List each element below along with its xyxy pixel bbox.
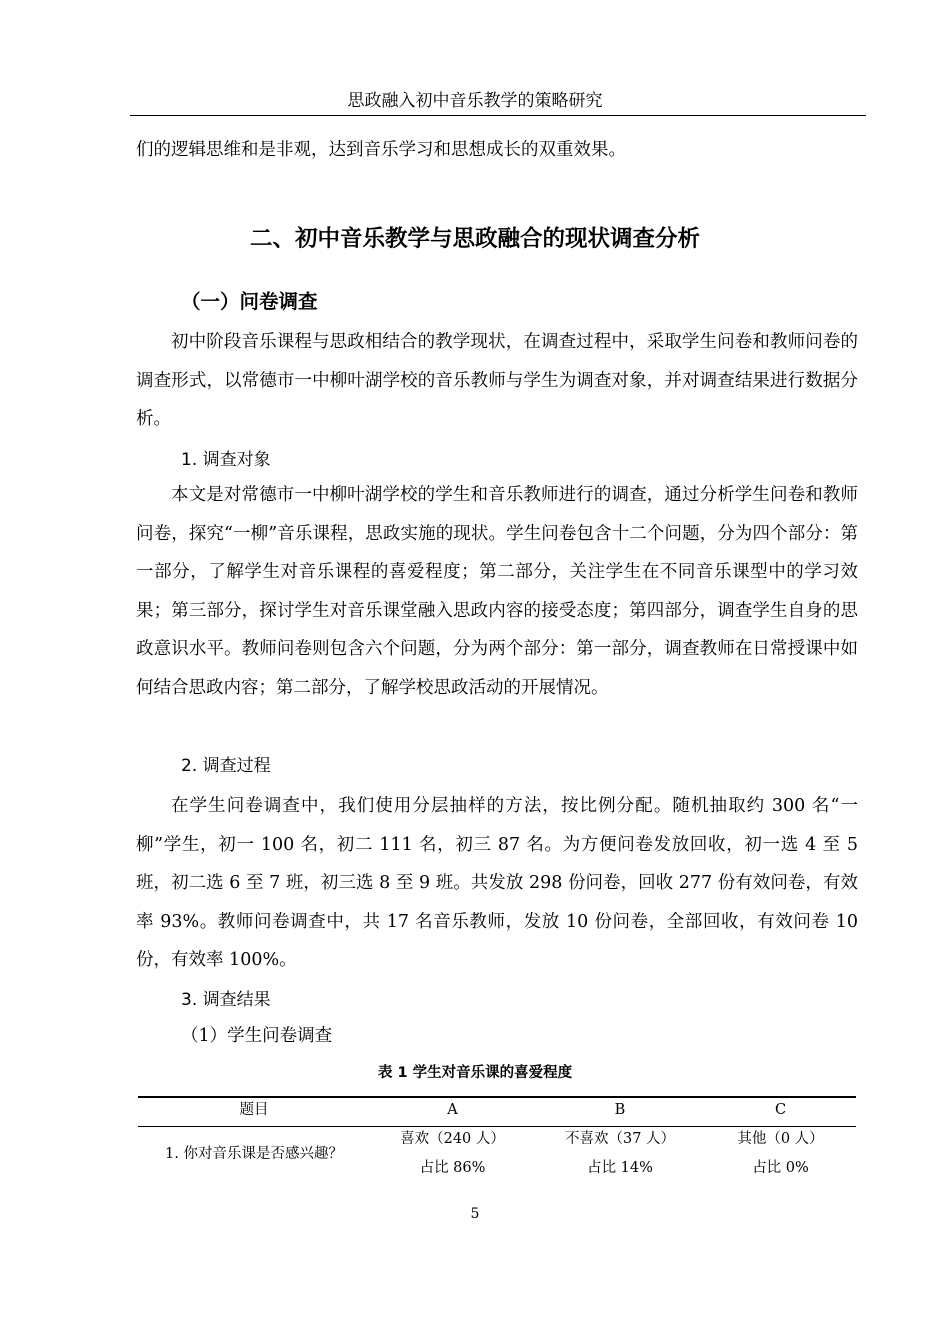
- subsection-title-subjects: 1. 调查对象: [181, 450, 271, 470]
- table-header-b: B: [614, 1102, 626, 1118]
- header-divider: [130, 115, 866, 116]
- intro-paragraph: 初中阶段音乐课程与思政相结合的教学现状，在调查过程中，采取学生问卷和教师问卷的调查形式，以常德市一中柳叶湖学校的音乐教师与学生为调查对象，并对调查结果进行数据分析。: [136, 332, 858, 429]
- table-cell-c-ratio: 占比 0%: [752, 1160, 809, 1176]
- page-number: 5: [470, 1206, 480, 1222]
- student-survey-title: （1）学生问卷调查: [181, 1026, 333, 1046]
- table-cell-b-ratio: 占比 14%: [587, 1160, 653, 1176]
- table-top-rule: [138, 1096, 856, 1098]
- running-header-title: 思政融入初中音乐教学的策略研究: [347, 91, 603, 111]
- subjects-paragraph: 本文是对常德市一中柳叶湖学校的学生和音乐教师进行的调查，通过分析学生问卷和教师问卷，探究“一柳”音乐课程，思政实施的现状。学生问卷包含十二个问题，分为四个部分：第一部分，了解学生对音乐课程的喜爱程度；第二部分，关注学生在不同音乐课型中的学习效果；第三部分，探讨学生对音乐课堂融入思政内容的接受态度；第四部分，调查学生自身的思政意识水平。教师问卷则包含六个问题，分为两个部分：第一部分，调查教师在日常授课中如何结合思政内容；第二部分，了解学校思政活动的开展情况。: [136, 485, 858, 698]
- table-header-question: 题目: [239, 1102, 269, 1118]
- section-title: （一）问卷调查: [181, 290, 318, 313]
- chapter-title: 二、初中音乐教学与思政融合的现状调查分析: [249, 226, 700, 252]
- table-cell-a-ratio: 占比 86%: [419, 1160, 486, 1176]
- subsection-title-results: 3. 调查结果: [181, 990, 271, 1010]
- process-paragraph: 在学生问卷调查中，我们使用分层抽样的方法，按比例分配。随机抽取约 300 名“一柳”学生，初一 100 名，初二 111 名，初三 87 名。为方便问卷发放回收，初一选 4 至 5 班，初二选 6 至 7 班，初三选 8 至 9 班。共发放 298 份问卷，回收 277 份有效问卷，有效率 93%。教师问卷调查中，共 17 名音乐教师，发放 10 份问卷，全部回收，有效问卷 10 份，有效率 100%。: [136, 796, 858, 970]
- continuation-paragraph: 们的逻辑思维和是非观，达到音乐学习和思想成长的双重效果。: [136, 140, 626, 160]
- table-cell-b-option: 不喜欢（37 人）: [564, 1131, 676, 1147]
- table-cell-c-option: 其他（0 人）: [737, 1131, 824, 1147]
- table-header-c: C: [774, 1102, 787, 1118]
- table-header-a: A: [447, 1102, 458, 1118]
- table-caption: 表 1 学生对音乐课的喜爱程度: [377, 1065, 573, 1081]
- subsection-title-process: 2. 调查过程: [181, 756, 271, 776]
- table-cell-a-option: 喜欢（240 人）: [400, 1131, 505, 1147]
- table-cell-question: 1. 你对音乐课是否感兴趣？: [165, 1146, 343, 1162]
- table-header-rule: [138, 1126, 856, 1127]
